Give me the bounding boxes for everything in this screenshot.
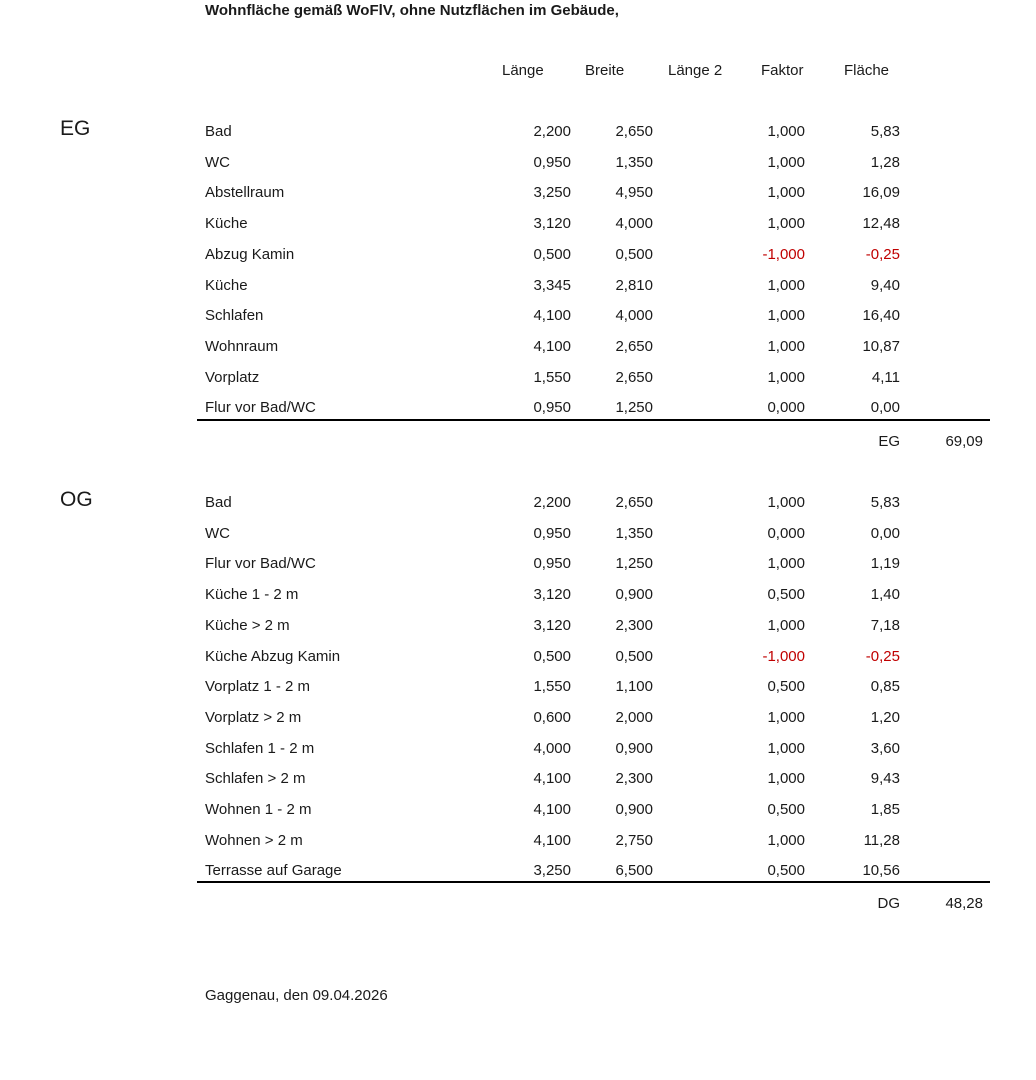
cell-laenge: 0,950 [533,399,571,417]
cell-faktor: 1,000 [767,739,805,757]
table-row [0,770,1036,792]
cell-name: Vorplatz > 2 m [205,708,302,726]
cell-faktor: 1,000 [767,616,805,634]
cell-faktor: 1,000 [767,337,805,355]
cell-laenge: 3,250 [533,184,571,202]
table-row [0,123,1036,145]
cell-flaeche: 1,20 [870,708,900,726]
cell-laenge: 4,100 [533,770,571,788]
cell-faktor: 1,000 [767,153,805,171]
cell-flaeche: 16,09 [862,184,900,202]
cell-laenge: 2,200 [533,494,571,511]
table-row [0,862,1036,884]
table-row [0,555,1036,577]
cell-laenge: 3,250 [533,862,571,880]
cell-name: Flur vor Bad/WC [205,555,316,573]
cell-breite: 4,950 [615,184,653,202]
cell-breite: 2,300 [615,770,653,788]
cell-laenge: 3,120 [533,616,571,634]
cell-flaeche: 9,43 [870,770,900,788]
cell-flaeche: 0,00 [870,399,900,417]
table-row [0,307,1036,329]
cell-name: Abzug Kamin [205,245,295,263]
table-row [0,525,1036,547]
cell-breite: 0,900 [615,739,653,757]
cell-flaeche: -0,25 [865,647,900,665]
cell-flaeche: 0,85 [870,678,900,696]
cell-breite: 0,500 [615,647,653,665]
cell-name: Wohnen 1 - 2 m [205,801,312,818]
cell-name: Abstellraum [205,184,285,202]
cell-flaeche: 5,83 [870,494,900,511]
cell-flaeche: 10,56 [862,862,900,880]
cell-breite: 2,650 [615,368,653,386]
cell-laenge: 4,100 [533,801,571,818]
cell-faktor: 1,000 [767,276,805,294]
table-row [0,154,1036,176]
cell-breite: 2,300 [615,616,653,634]
cell-breite: 2,000 [615,708,653,726]
cell-faktor: -1,000 [762,647,805,665]
cell-breite: 2,750 [615,831,653,849]
cell-flaeche: 11,28 [863,831,900,849]
cell-name: Küche Abzug Kamin [205,647,341,665]
table-row [0,801,1036,823]
section-label-og: OG [60,488,93,511]
cell-laenge: 2,200 [533,123,571,140]
cell-name: Schlafen 1 - 2 m [205,739,315,757]
table-row [0,369,1036,391]
cell-faktor: 1,000 [767,123,805,140]
section-og-total-value: 48,28 [945,895,983,912]
cell-name: Flur vor Bad/WC [205,399,316,417]
cell-breite: 0,900 [615,801,653,818]
table-row [0,399,1036,421]
cell-name: Küche [205,276,248,294]
table-row [0,648,1036,670]
cell-name: Küche 1 - 2 m [205,586,299,604]
cell-faktor: 0,500 [767,862,805,880]
table-row [0,709,1036,731]
section-label-eg: EG [60,117,91,140]
cell-flaeche: 1,85 [870,801,900,818]
cell-breite: 2,650 [615,123,653,140]
cell-laenge: 4,100 [533,307,571,325]
cell-flaeche: -0,25 [865,245,900,263]
cell-faktor: 1,000 [767,184,805,202]
table-row [0,586,1036,608]
cell-name: WC [205,153,230,171]
table-row [0,832,1036,854]
cell-flaeche: 9,40 [870,276,900,294]
cell-laenge: 4,000 [533,739,571,757]
cell-flaeche: 4,11 [871,368,900,386]
header-laenge2: Länge 2 [668,62,723,79]
cell-faktor: 1,000 [767,770,805,788]
header-breite: Breite [585,62,625,79]
cell-name: Wohnen > 2 m [205,831,303,849]
cell-breite: 2,810 [615,276,653,294]
cell-name: WC [205,524,230,542]
cell-name: Schlafen [205,307,264,325]
table-row [0,617,1036,639]
cell-breite: 0,900 [615,586,653,604]
cell-flaeche: 1,40 [870,586,900,604]
table-row [0,494,1036,516]
cell-flaeche: 5,83 [870,123,900,140]
cell-name: Küche [205,215,248,233]
cell-faktor: 1,000 [767,368,805,386]
cell-faktor: 1,000 [767,708,805,726]
cell-name: Küche > 2 m [205,616,290,634]
cell-faktor: 0,500 [767,678,805,696]
cell-name: Vorplatz 1 - 2 m [205,678,311,696]
cell-breite: 2,650 [615,494,653,511]
cell-faktor: 1,000 [767,215,805,233]
table-row [0,740,1036,762]
table-row [0,184,1036,206]
cell-breite: 1,100 [615,678,653,696]
cell-faktor: 1,000 [767,831,805,849]
cell-flaeche: 0,00 [870,524,900,542]
cell-breite: 1,350 [615,153,653,171]
cell-breite: 0,500 [615,245,653,263]
cell-faktor: 1,000 [767,307,805,325]
cell-laenge: 4,100 [533,831,571,849]
cell-name: Bad [205,123,232,140]
header-flaeche: Fläche [844,62,890,79]
cell-faktor: -1,000 [762,245,805,263]
cell-faktor: 0,500 [767,586,805,604]
cell-laenge: 3,120 [533,215,571,233]
cell-faktor: 1,000 [767,555,805,573]
footer-place-date: Gaggenau, den 09.04.2026 [205,987,388,1004]
cell-faktor: 0,000 [767,399,805,417]
cell-breite: 6,500 [615,862,653,880]
cell-name: Terrasse auf Garage [205,862,342,880]
cell-name: Wohnraum [205,337,279,355]
table-row [0,338,1036,360]
section-eg-total-label: EG [878,433,900,450]
cell-flaeche: 3,60 [870,739,900,757]
cell-flaeche: 16,40 [862,307,900,325]
header-laenge: Länge [502,62,544,79]
table-row [0,215,1036,237]
cell-laenge: 3,120 [533,586,571,604]
section-eg-total-value: 69,09 [945,433,983,450]
cell-name: Bad [205,494,232,511]
cell-faktor: 1,000 [767,494,805,511]
cell-faktor: 0,000 [767,524,805,542]
cell-name: Schlafen > 2 m [205,770,306,788]
cell-laenge: 0,500 [533,245,571,263]
cell-laenge: 3,345 [533,276,571,294]
cell-laenge: 0,500 [533,647,571,665]
cell-laenge: 4,100 [533,337,571,355]
cell-laenge: 1,550 [533,368,571,386]
section-og-total-label: DG [877,895,900,912]
cell-flaeche: 1,28 [870,153,900,171]
table-row [0,678,1036,700]
cell-breite: 1,250 [615,555,653,573]
cell-laenge: 0,950 [533,555,571,573]
cell-laenge: 1,550 [533,678,571,696]
cell-breite: 4,000 [615,215,653,233]
cell-breite: 1,350 [615,524,653,542]
cell-flaeche: 10,87 [862,337,900,355]
cell-laenge: 0,950 [533,524,571,542]
document-title: Wohnfläche gemäß WoFlV, ohne Nutzflächen im Gebäude, [205,2,619,19]
cell-breite: 1,250 [615,399,653,417]
table-row [0,246,1036,268]
table-row [0,277,1036,299]
cell-laenge: 0,600 [533,708,571,726]
cell-flaeche: 12,48 [862,215,900,233]
cell-flaeche: 7,18 [870,616,900,634]
cell-faktor: 0,500 [767,801,805,818]
header-faktor: Faktor [761,62,804,79]
cell-flaeche: 1,19 [870,555,900,573]
cell-name: Vorplatz [205,368,260,386]
cell-breite: 4,000 [615,307,653,325]
cell-laenge: 0,950 [533,153,571,171]
cell-breite: 2,650 [615,337,653,355]
